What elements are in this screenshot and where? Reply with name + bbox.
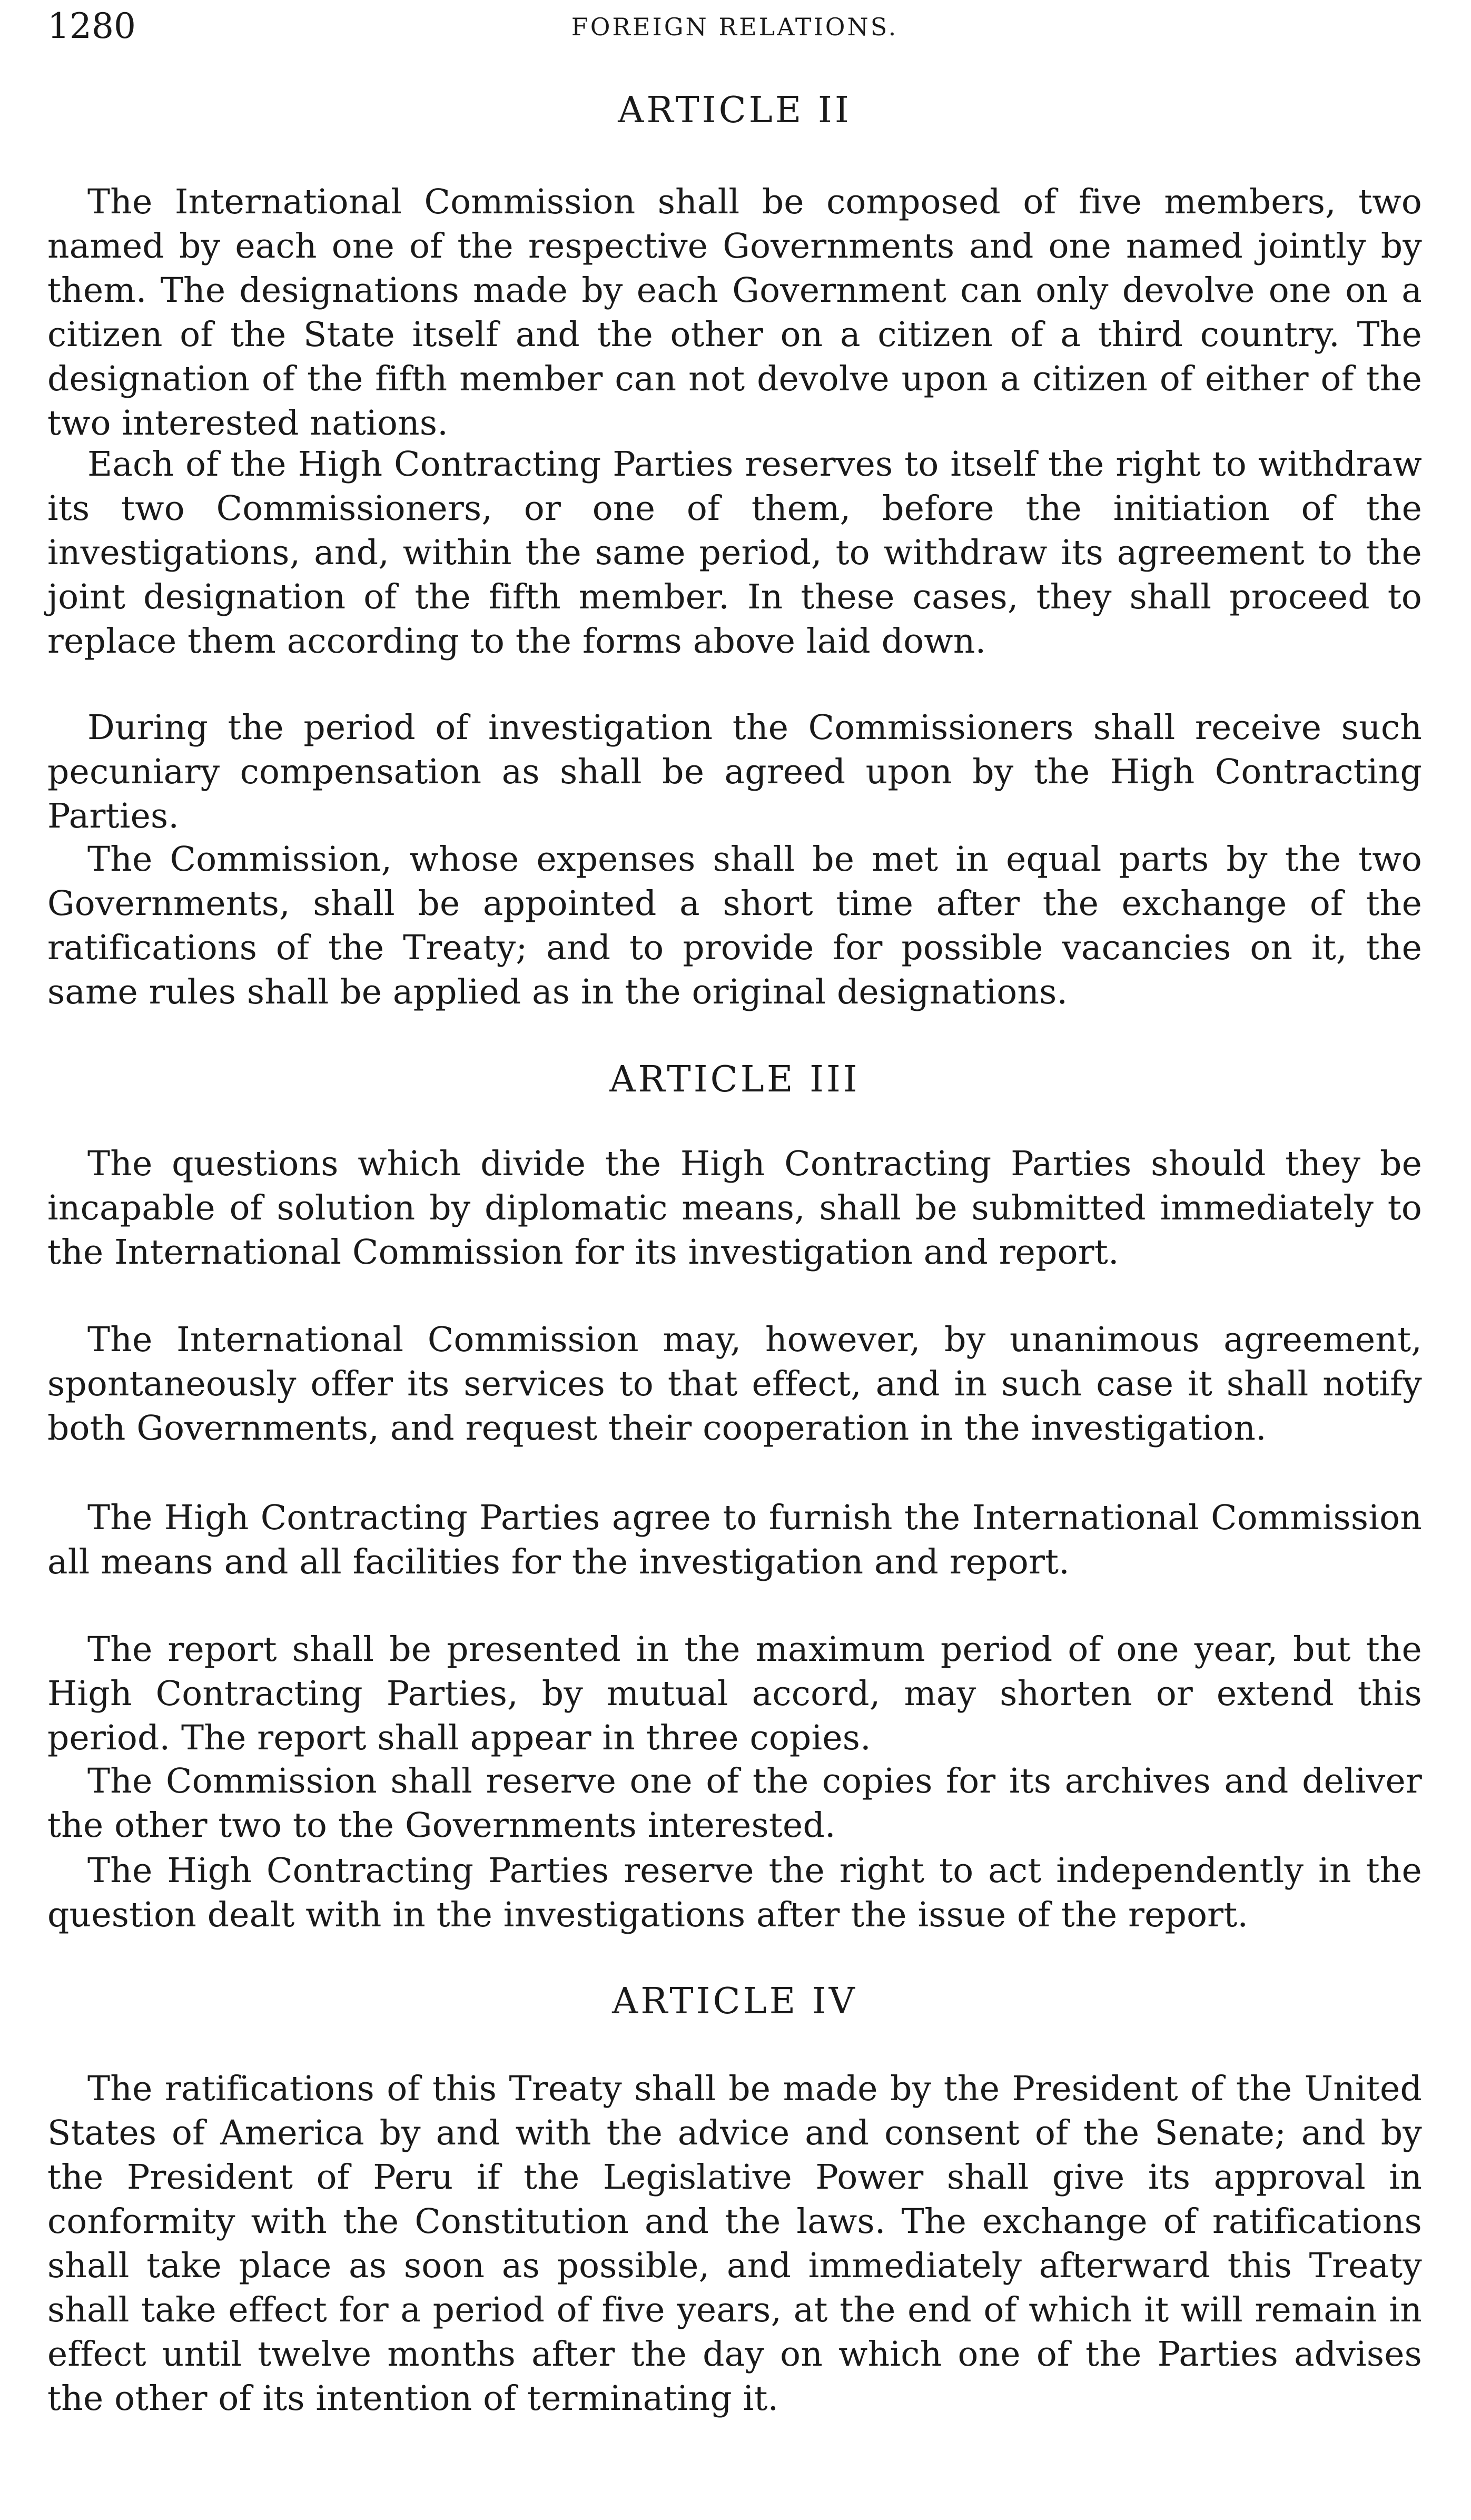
paragraph: The ratifications of this Treaty shall be made by the President of the United States of America by and with the advice and consent of the Senate; and by the President of Peru if the Legislative Power shall give its approval in conformity with the Constitution and the laws. The exchange of ratifications shall take place as soon as possible, and immediately afterward this Treaty shall take effect for a period of five years, at the end of which it will remain in effect until twelve months after the day on which one of the Parties advises the other of its intention of terminating it. <box>47 2069 1422 2418</box>
paragraph: The International Commission may, however, by unanimous agreement, spontaneously offer its services to that effect, and in such case it shall notify both Governments, and request their cooperation in the investigation. <box>47 1320 1422 1448</box>
article-heading: ARTICLE II <box>618 90 852 131</box>
article-heading: ARTICLE III <box>609 1059 860 1100</box>
running-head <box>47 5 1422 47</box>
paragraph: During the period of investigation the Commissioners shall receive such pecuniary compensation as shall be agreed upon by the High Contracting Parties. <box>47 708 1422 836</box>
paragraph: The High Contracting Parties agree to furnish the International Commission all means and all facilities for the investigation and report. <box>47 1498 1422 1582</box>
paragraph: The High Contracting Parties reserve the right to act independently in the question dealt with in the investigations after the issue of the report. <box>47 1851 1422 1935</box>
running-head-title: FOREIGN RELATIONS. <box>571 13 899 41</box>
paragraph: The report shall be presented in the maximum period of one year, but the High Contracting Parties, by mutual accord, may shorten or extend this period. The report shall appear in three copies. <box>47 1630 1422 1758</box>
paragraph: Each of the High Contracting Parties reserves to itself the right to withdraw its two Commissioners, or one of them, before the initiation of the investigations, and, within the same period, to withdraw its agreement to the joint designation of the fifth member. In these cases, they shall proceed to replace them according to the forms above laid down. <box>47 445 1422 661</box>
page-number: 1280 <box>47 6 136 46</box>
paragraph: The International Commission shall be composed of five members, two named by each one of the respective Governments and one named jointly by them. The designations made by each Government can only devolve one on a citizen of the State itself and the other on a citizen of a third country. The designation of the fifth member can not devolve upon a citizen of either of the two interested nations. <box>47 182 1422 443</box>
article-heading: ARTICLE IV <box>612 1981 857 2022</box>
document-page <box>47 0 1422 2520</box>
paragraph: The Commission, whose expenses shall be met in equal parts by the two Governments, shall be appointed a short time after the exchange of the ratifications of the Treaty; and to provide for possible vacancies on it, the same rules shall be applied as in the original designations. <box>47 840 1422 1012</box>
paragraph: The questions which divide the High Contracting Parties should they be incapable of solution by diplomatic means, shall be submitted immediately to the International Commission for its investigation and report. <box>47 1144 1422 1272</box>
paragraph: The Commission shall reserve one of the copies for its archives and deliver the other two to the Governments interested. <box>47 1761 1422 1845</box>
